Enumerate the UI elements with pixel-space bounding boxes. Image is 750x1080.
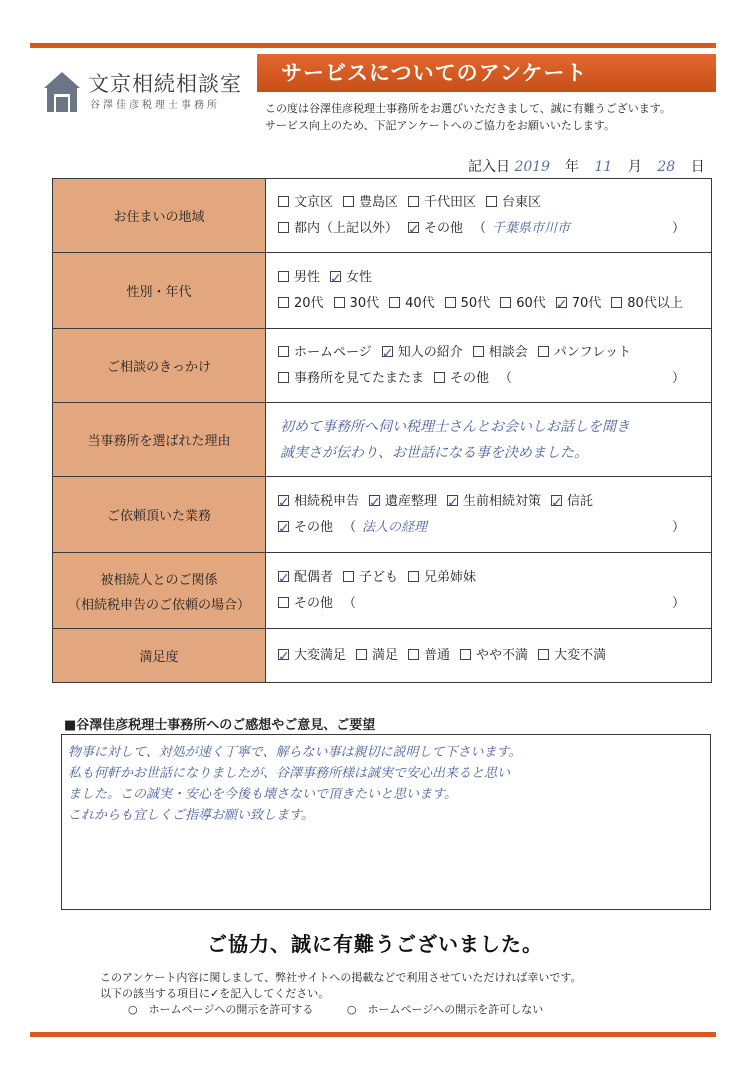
date-month-unit: 月 xyxy=(627,159,642,175)
question-sublabel: （相続税申告のご依頼の場合） xyxy=(67,597,250,613)
option-label: 50代 xyxy=(460,295,491,311)
survey-row xyxy=(53,329,712,403)
date-label: 記入日 xyxy=(468,159,510,175)
answer-cell xyxy=(266,253,712,329)
checked-checkbox-icon[interactable] xyxy=(556,297,567,308)
survey-row xyxy=(53,179,712,253)
answer-line xyxy=(278,340,711,366)
option-label: 配偶者 xyxy=(294,569,334,585)
option-label: 20代 xyxy=(294,295,324,311)
answer-cell xyxy=(266,477,712,553)
option-label: 豊島区 xyxy=(359,194,399,210)
close-paren: ） xyxy=(671,370,685,386)
checkbox-option[interactable] xyxy=(486,195,541,210)
date-year[interactable]: 2019 xyxy=(514,159,551,175)
question-label: 被相続人とのご関係 xyxy=(100,572,218,588)
checkbox-option[interactable] xyxy=(473,345,528,360)
answer-cell xyxy=(266,629,712,683)
intro-text xyxy=(265,100,671,134)
checkbox-option[interactable] xyxy=(382,345,463,360)
answer-line xyxy=(278,291,711,317)
checked-checkbox-icon[interactable] xyxy=(330,271,341,282)
other-handwritten-field[interactable]: 千葉県市川市 xyxy=(492,220,571,236)
checked-checkbox-icon[interactable] xyxy=(408,222,419,233)
survey-title-banner: サービスについてのアンケート xyxy=(257,54,716,92)
feedback-line: ました。この誠実・安心を今後も壊さないで頂きたいと思います。 xyxy=(68,787,457,802)
bottom-divider xyxy=(30,1032,716,1037)
answer-line xyxy=(278,591,711,617)
checkbox-option[interactable] xyxy=(278,345,372,360)
logo-name: 文京相続相談室 xyxy=(88,72,242,96)
answer-line xyxy=(278,366,711,392)
option-label: その他 xyxy=(450,370,490,386)
checkbox-option[interactable] xyxy=(278,570,333,585)
option-label: その他 xyxy=(294,595,334,611)
question-label: お住まいの地域 xyxy=(113,210,205,225)
open-paren: （ xyxy=(499,370,513,386)
checkbox-icon[interactable] xyxy=(538,649,549,660)
checkbox-option[interactable] xyxy=(278,221,398,236)
question-label-cell xyxy=(53,629,266,683)
survey-row xyxy=(53,629,712,683)
close-paren: ） xyxy=(671,519,685,535)
checkbox-option[interactable] xyxy=(369,494,437,509)
option-label: 子ども xyxy=(359,569,399,585)
checkbox-icon[interactable] xyxy=(278,372,289,383)
option-label: 満足 xyxy=(372,647,399,663)
deny-publish-option[interactable]: ○ ホームページへの開示を許可しない xyxy=(346,1003,544,1016)
survey-row xyxy=(53,553,712,629)
checkbox-option[interactable] xyxy=(408,221,463,236)
house-logo-icon xyxy=(42,70,82,114)
option-label: 60代 xyxy=(516,295,546,311)
checkbox-option[interactable] xyxy=(460,648,528,663)
option-label: 大変不満 xyxy=(554,647,607,663)
option-label: 生前相続対策 xyxy=(463,493,542,509)
checkbox-icon[interactable] xyxy=(611,297,622,308)
feedback-line: 私も何軒かお世話になりましたが、谷澤事務所様は誠実で安心出来ると思い xyxy=(68,766,511,781)
question-label-cell xyxy=(53,253,266,329)
checkbox-icon[interactable] xyxy=(408,649,419,660)
checkbox-icon[interactable] xyxy=(278,597,289,608)
checked-checkbox-icon[interactable] xyxy=(278,649,289,660)
answer-line xyxy=(278,643,711,669)
handwritten-reason-line: 初めて事務所へ伺い税理士さんとお会いしお話しを聞き xyxy=(280,418,630,435)
checkbox-icon[interactable] xyxy=(538,346,549,357)
checkbox-option[interactable] xyxy=(389,296,435,311)
answer-line xyxy=(278,265,711,291)
checkbox-option[interactable] xyxy=(278,195,333,210)
feedback-line: 物事に対して、対処が速く丁寧で、解らない事は親切に説明して下さいます。 xyxy=(68,745,522,760)
question-label-cell xyxy=(53,179,266,253)
answer-cell xyxy=(266,403,712,477)
other-handwritten-field[interactable]: 法人の経理 xyxy=(362,519,428,535)
checkbox-icon[interactable] xyxy=(473,346,484,357)
survey-row xyxy=(53,253,712,329)
checked-checkbox-icon[interactable] xyxy=(382,346,393,357)
checkbox-icon[interactable] xyxy=(356,649,367,660)
option-label: 40代 xyxy=(405,295,435,311)
allow-publish-option[interactable]: ○ ホームページへの開示を許可する xyxy=(128,1003,314,1016)
question-label: ご相談のきっかけ xyxy=(106,360,211,375)
checkbox-icon[interactable] xyxy=(278,222,289,233)
checkbox-icon[interactable] xyxy=(500,297,511,308)
footer-note-line: 以下の該当する項目に✓を記入してください。 xyxy=(100,987,330,1000)
answer-cell xyxy=(266,329,712,403)
option-label: その他 xyxy=(424,220,464,236)
question-label-cell xyxy=(53,553,266,629)
option-label: その他 xyxy=(294,519,334,535)
checkbox-icon[interactable] xyxy=(445,297,456,308)
checkbox-option[interactable] xyxy=(278,296,324,311)
checkbox-option[interactable] xyxy=(551,494,593,509)
close-paren: ） xyxy=(671,595,685,611)
thanks-message: ご協力、誠に有難うございました。 xyxy=(207,932,543,956)
answer-line xyxy=(278,190,711,216)
checkbox-icon[interactable] xyxy=(408,196,419,207)
option-label: 遺産整理 xyxy=(385,493,438,509)
checkbox-option[interactable] xyxy=(356,648,398,663)
checked-checkbox-icon[interactable] xyxy=(278,571,289,582)
handwritten-reason-line: 誠実さが伝わり、お世話になる事を決めました。 xyxy=(280,444,588,461)
question-label-cell xyxy=(53,403,266,477)
checkbox-option[interactable] xyxy=(278,270,320,285)
checkbox-option[interactable] xyxy=(343,195,398,210)
survey-row xyxy=(53,403,712,477)
option-label: 事務所を見てたまたま xyxy=(294,370,425,386)
option-label: 相談会 xyxy=(488,344,528,360)
feedback-title: ■谷澤佳彦税理士事務所へのご感想やご意見、ご要望 xyxy=(64,718,376,733)
checkbox-option[interactable] xyxy=(408,648,450,663)
question-label-cell xyxy=(53,329,266,403)
date-year-unit: 年 xyxy=(564,159,579,175)
answer-cell xyxy=(266,179,712,253)
checkbox-icon[interactable] xyxy=(334,297,345,308)
entry-date xyxy=(468,156,705,176)
open-paren: （ xyxy=(343,519,357,535)
option-label: やや不満 xyxy=(476,647,529,663)
top-divider xyxy=(30,43,716,48)
survey-row xyxy=(53,477,712,553)
option-label: 男性 xyxy=(294,269,321,285)
checked-checkbox-icon[interactable] xyxy=(369,495,380,506)
checkbox-icon[interactable] xyxy=(278,271,289,282)
open-paren: （ xyxy=(473,220,487,236)
checkbox-option[interactable] xyxy=(330,270,372,285)
checkbox-option[interactable] xyxy=(334,296,380,311)
checked-checkbox-icon[interactable] xyxy=(447,495,458,506)
checked-checkbox-icon[interactable] xyxy=(278,521,289,532)
checkbox-option[interactable] xyxy=(434,371,489,386)
checkbox-option[interactable] xyxy=(408,195,476,210)
option-label: 大変満足 xyxy=(294,647,347,663)
option-label: 女性 xyxy=(346,269,373,285)
question-label: 満足度 xyxy=(139,650,179,665)
option-label: パンフレット xyxy=(553,344,632,360)
option-label: 知人の紹介 xyxy=(397,344,463,360)
option-label: 80代以上 xyxy=(627,295,683,311)
checkbox-icon[interactable] xyxy=(408,571,419,582)
logo xyxy=(36,66,256,118)
checkbox-icon[interactable] xyxy=(460,649,471,660)
option-label: 千代田区 xyxy=(424,194,477,210)
date-day-unit: 日 xyxy=(690,159,705,175)
question-label: ご依頼頂いた業務 xyxy=(106,509,211,524)
checkbox-icon[interactable] xyxy=(343,571,354,582)
option-label: 30代 xyxy=(349,295,380,311)
intro-line: この度は谷澤佳彦税理士事務所をお選びいただきまして、誠に有難うございます。 xyxy=(265,102,671,115)
footer-note xyxy=(100,970,581,1018)
checked-checkbox-icon[interactable] xyxy=(551,495,562,506)
checkbox-option[interactable] xyxy=(556,296,602,311)
checkbox-icon[interactable] xyxy=(486,196,497,207)
option-label: 信託 xyxy=(567,493,594,509)
option-label: 普通 xyxy=(424,647,451,663)
checkbox-option[interactable] xyxy=(445,296,491,311)
checkbox-option[interactable] xyxy=(278,648,346,663)
answer-line xyxy=(278,515,711,541)
option-label: 相続税申告 xyxy=(294,493,360,509)
option-label: 台東区 xyxy=(502,194,542,210)
close-paren: ） xyxy=(671,220,685,236)
checkbox-icon[interactable] xyxy=(278,297,289,308)
answer-line xyxy=(278,565,711,591)
date-month[interactable]: 11 xyxy=(594,159,613,175)
survey-table xyxy=(52,178,712,683)
checkbox-icon[interactable] xyxy=(278,196,289,207)
footer-note-line: このアンケート内容に関しまして、弊社サイトへの掲載などで利用させていただければ幸いです。 xyxy=(100,971,582,984)
checkbox-icon[interactable] xyxy=(343,196,354,207)
question-label: 当事務所を選ばれた理由 xyxy=(87,434,231,449)
open-paren: （ xyxy=(343,595,357,611)
checked-checkbox-icon[interactable] xyxy=(278,495,289,506)
checkbox-icon[interactable] xyxy=(434,372,445,383)
checkbox-option[interactable] xyxy=(408,570,476,585)
checkbox-icon[interactable] xyxy=(278,346,289,357)
checkbox-option[interactable] xyxy=(538,648,606,663)
checkbox-option[interactable] xyxy=(538,345,631,360)
date-day[interactable]: 28 xyxy=(657,159,676,175)
checkbox-option[interactable] xyxy=(611,296,683,311)
checkbox-option[interactable] xyxy=(278,371,424,386)
answer-cell xyxy=(266,553,712,629)
checkbox-option[interactable] xyxy=(343,570,398,585)
intro-line: サービス向上のため、下記アンケートへのご協力をお願いいたします。 xyxy=(265,119,616,132)
feedback-text xyxy=(68,742,708,826)
logo-subtitle: 谷澤佳彦税理士事務所 xyxy=(90,100,220,111)
option-label: 文京区 xyxy=(294,194,334,210)
feedback-line: これからも宜しくご指導お願い致します。 xyxy=(68,808,314,823)
answer-line xyxy=(278,216,711,242)
checkbox-option[interactable] xyxy=(500,296,546,311)
checkbox-option[interactable] xyxy=(278,596,333,611)
question-label: 性別・年代 xyxy=(126,285,192,300)
option-label: 都内（上記以外） xyxy=(294,220,399,236)
checkbox-option[interactable] xyxy=(278,494,359,509)
option-label: 兄弟姉妹 xyxy=(424,569,477,585)
answer-line xyxy=(278,489,711,515)
checkbox-option[interactable] xyxy=(447,494,541,509)
option-label: ホームページ xyxy=(294,344,372,360)
checkbox-icon[interactable] xyxy=(389,297,400,308)
checkbox-option[interactable] xyxy=(278,520,333,535)
question-label-cell xyxy=(53,477,266,553)
option-label: 70代 xyxy=(571,295,602,311)
